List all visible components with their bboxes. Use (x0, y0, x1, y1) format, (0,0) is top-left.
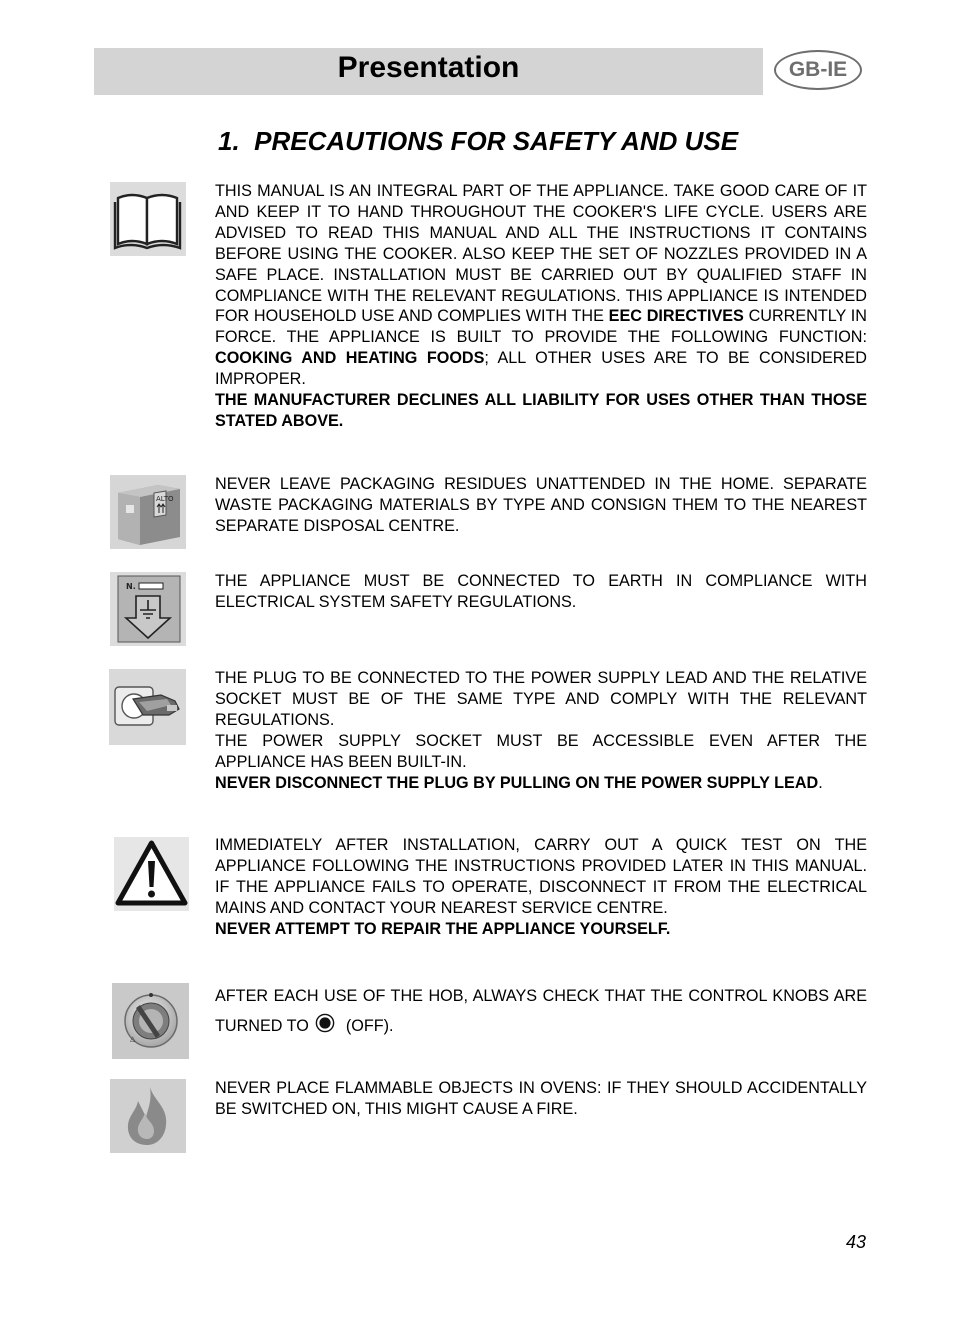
earth-ground-icon (110, 572, 186, 646)
repair-warning: NEVER ATTEMPT TO REPAIR THE APPLIANCE YOURSELF. (215, 919, 671, 938)
flame-paragraph: NEVER PLACE FLAMMABLE OBJECTS IN OVENS: IF THEY SHOULD ACCIDENTALLY BE SWITCHED ON, THIS MIGHT CAUSE A FIRE. (215, 1079, 867, 1118)
off-position-icon (315, 1013, 335, 1033)
liability-warning: THE MANUFACTURER DECLINES ALL LIABILITY FOR USES OTHER THAN THOSE STATED ABOVE. (215, 391, 867, 430)
earth-icon-label: N. (126, 582, 136, 591)
packaging-box-icon (110, 475, 186, 549)
section-title (218, 126, 738, 157)
plug-socket-icon (109, 669, 186, 745)
language-badge: GB-IE (774, 50, 862, 90)
knob-paragraph: AFTER EACH USE OF THE HOB, ALWAYS CHECK THAT THE CONTROL KNOBS ARE TURNED TO (OFF). (215, 987, 867, 1035)
warning-paragraph: IMMEDIATELY AFTER INSTALLATION, CARRY OUT A QUICK TEST ON THE APPLIANCE FOLLOWING THE INSTRUCTIONS PROVIDED LATER IN THIS MANUAL. IF THE APPLIANCE FAILS TO OPERATE, DISCONNECT IT FROM THE ELECTRICAL MAINS AND CONTACT YOUR NEAREST SERVICE CENTRE. NEVER ATTEMPT TO REPAIR THE APPLIANCE YOURSELF. (215, 836, 867, 938)
manual-paragraph: THIS MANUAL IS AN INTEGRAL PART OF THE APPLIANCE. TAKE GOOD CARE OF IT AND KEEP IT TO HAND THROUGHOUT THE COOKER'S LIFE CYCLE. USERS ARE ADVISED TO READ THIS MANUAL AND ALL THE INSTRUCTIONS IT CONTAINS BEFORE USING THE COOKER. ALSO KEEP THE SET OF NOZZLES PROVIDED IN A SAFE PLACE. INSTALLATION MUST BE CARRIED OUT BY QUALIFIED STAFF IN COMPLIANCE WITH THE RELEVANT REGULATIONS. THIS APPLIANCE IS INTENDED FOR HOUSEHOLD USE AND COMPLIES WITH THE EEC DIRECTIVES CURRENTLY IN FORCE. THE APPLIANCE IS BUILT TO PROVIDE THE FOLLOWING FUNCTION: COOKING AND HEATING FOODS; ALL OTHER USES ARE TO BE CONSIDERED IMPROPER. THE MANUFACTURER DECLINES ALL LIABILITY FOR USES OTHER THAN THOSE STATED ABOVE. (215, 182, 867, 430)
warning-triangle-icon (114, 837, 189, 911)
page-number: 43 (846, 1232, 867, 1252)
manual-book-icon (110, 182, 186, 256)
page-title: Presentation (337, 51, 520, 84)
plug-paragraph: THE PLUG TO BE CONNECTED TO THE POWER SUPPLY LEAD AND THE RELATIVE SOCKET MUST BE OF THE SAME TYPE AND COMPLY WITH THE RELEVANT REGULATIONS. THE POWER SUPPLY SOCKET MUST BE ACCESSIBLE EVEN AFTER THE APPLIANCE HAS BEEN BUILT-IN. NEVER DISCONNECT THE PLUG BY PULLING ON THE POWER SUPPLY LEAD. (215, 669, 867, 792)
svg-text:△: △ (130, 1035, 136, 1043)
packaging-paragraph: NEVER LEAVE PACKAGING RESIDUES UNATTENDED IN THE HOME. SEPARATE WASTE PACKAGING MATERIALS BY TYPE AND CONSIGN THEM TO THE NEAREST SEPARATE DISPOSAL CENTRE. (215, 475, 867, 535)
earth-paragraph: THE APPLIANCE MUST BE CONNECTED TO EARTH IN COMPLIANCE WITH ELECTRICAL SYSTEM SAFETY REGULATIONS. (215, 572, 867, 611)
flame-icon (110, 1079, 186, 1153)
svg-text:ALTO: ALTO (156, 495, 174, 503)
section-title-text: PRECAUTIONS FOR SAFETY AND USE (254, 126, 739, 156)
plug-warning: NEVER DISCONNECT THE PLUG BY PULLING ON THE POWER SUPPLY LEAD (215, 773, 819, 792)
control-knob-icon (112, 983, 189, 1059)
section-number: 1. (218, 126, 240, 156)
